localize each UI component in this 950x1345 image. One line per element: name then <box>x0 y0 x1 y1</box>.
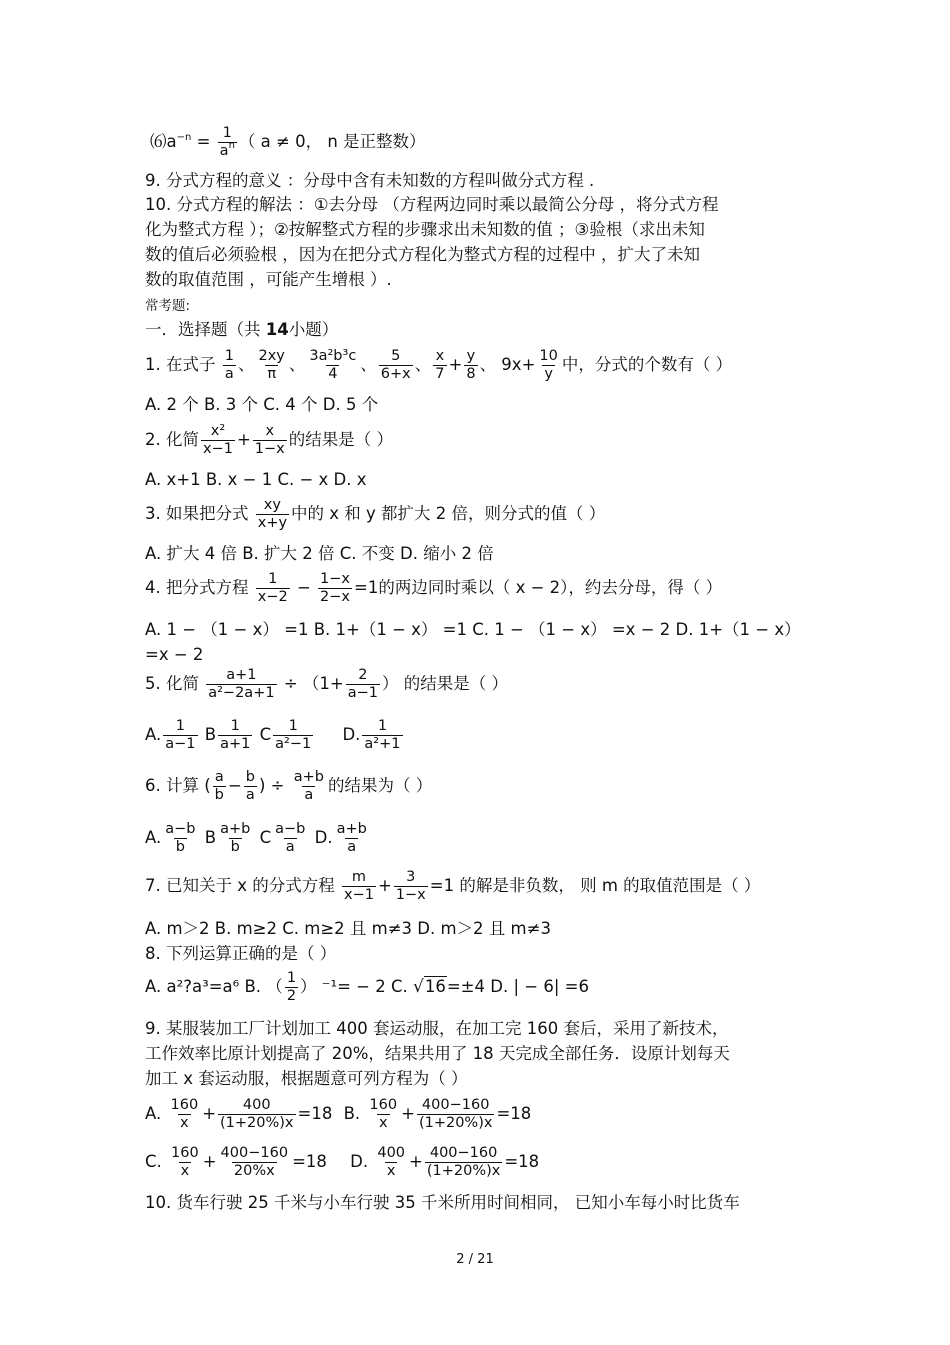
option-a-label: A. <box>145 828 162 847</box>
q2-frac1 <box>201 423 235 458</box>
q2-suffix: 的结果是（ ） <box>288 430 394 449</box>
separator: 、 <box>237 355 255 374</box>
q1-frac7 <box>537 348 559 383</box>
denominator: x <box>180 1163 190 1179</box>
denominator: a−1 <box>165 736 196 752</box>
common-questions-heading: 常考题: <box>145 298 191 314</box>
numerator: 1−x <box>320 571 350 587</box>
denominator: a <box>224 366 234 382</box>
divide: ) ÷ <box>258 776 290 795</box>
denominator <box>218 142 237 160</box>
section-count: 14 <box>265 320 289 339</box>
q6-frac1 <box>213 769 226 804</box>
minus: − <box>227 776 242 795</box>
option-b-label: B. <box>343 1104 361 1123</box>
denominator: (1+20%)x <box>426 1163 501 1179</box>
numerator: 1 <box>286 970 297 986</box>
numerator: 3a²b³c <box>309 348 357 364</box>
method-10-line1: 10. 分式方程的解法 ：①去分母 （方程两边同时乘以最简公分母 ，将分式方程 <box>145 195 719 214</box>
denominator: 8 <box>466 366 476 382</box>
q5-frac1 <box>206 667 276 702</box>
option-b-label: B <box>204 828 217 847</box>
q1-suffix: 中，分式的个数有（ ） <box>561 355 733 374</box>
condition: （ a ≠ 0， n 是正整数） <box>238 132 426 151</box>
q7-frac1 <box>342 869 376 904</box>
numerator: 160 <box>369 1097 398 1113</box>
numerator: 400−160 <box>429 1145 498 1161</box>
option-a-label: A. <box>145 725 162 744</box>
numerator: 400 <box>377 1145 406 1161</box>
numerator: 160 <box>170 1097 199 1113</box>
q6-suffix: 的结果为（ ） <box>327 776 433 795</box>
option-b <box>218 821 252 856</box>
q8-options <box>145 970 589 1005</box>
q1-frac3 <box>307 348 358 383</box>
numerator: x <box>265 423 275 439</box>
radical-icon: √ <box>413 977 424 997</box>
numerator: 1 <box>175 718 185 734</box>
plus: + <box>377 876 392 895</box>
question-9-line1: 9. 某服装加工厂计划加工 400 套运动服，在加工完 160 套后，采用了新技术， <box>145 1019 729 1038</box>
option-b <box>218 718 252 753</box>
option-a-frac1 <box>169 1097 201 1132</box>
separator: 、 9x+ <box>479 355 536 374</box>
plus: + <box>236 430 251 449</box>
question-10: 10. 货车行驶 25 千米与小车行驶 35 千米所用时间相同， 已知小车每小时比货车 <box>145 1193 740 1212</box>
option-c <box>273 718 313 753</box>
denominator: 2−x <box>320 589 350 605</box>
numerator: 1 <box>230 718 240 734</box>
method-10-line4: 数的取值范围 ，可能产生增根 ）. <box>145 270 392 289</box>
q2-frac2 <box>253 423 287 458</box>
den-exp: n <box>228 140 235 151</box>
equals: = <box>191 132 216 151</box>
denominator: x+y <box>257 515 288 531</box>
option-a <box>163 821 197 856</box>
denominator: 2 <box>286 988 297 1004</box>
option-d <box>335 821 369 856</box>
option-d-label: D. <box>314 828 333 847</box>
q1-frac1 <box>223 348 236 383</box>
numerator: 1 <box>377 718 388 734</box>
option-c-label: C <box>259 725 272 744</box>
method-10-line3: 数的值后必须验根 ，因为在把分式方程化为整式方程的过程中 ，扩大了未知 <box>145 245 700 264</box>
option-c-frac1 <box>169 1145 201 1180</box>
option-d-label: D. <box>342 725 361 744</box>
denominator: x <box>378 1115 388 1131</box>
q4-options-cont: =x − 2 <box>145 645 204 664</box>
option-d <box>362 718 402 753</box>
option-c-label: C. <box>145 1152 162 1171</box>
q5-frac2 <box>346 667 380 702</box>
denominator: π <box>267 366 277 382</box>
q2-options: A. x+1 B. x − 1 C. − x D. x <box>145 470 367 489</box>
numerator: 400−160 <box>220 1145 289 1161</box>
option-a-label: A. <box>145 1104 162 1123</box>
plus: + <box>448 355 463 374</box>
q6-frac2 <box>244 769 257 804</box>
option-a-frac2 <box>218 1097 296 1132</box>
q4-options: A. 1 − （1 − x） =1 B. 1+（1 − x） =1 C. 1 − （1 − x） =x − 2 D. 1+（1 − x） <box>145 620 801 639</box>
q8-option-b-rest: ） ⁻¹= − 2 C. <box>300 977 414 996</box>
q8-frac <box>285 970 298 1005</box>
question-2 <box>145 423 393 458</box>
q6-frac3 <box>292 769 326 804</box>
q1-options: A. 2 个 B. 3 个 C. 4 个 D. 5 个 <box>145 395 379 414</box>
denominator: x−2 <box>257 589 288 605</box>
denominator: a²+1 <box>364 736 401 752</box>
q5-prefix: 5. 化简 <box>145 674 205 693</box>
option-d-frac1 <box>375 1145 407 1180</box>
denominator: b <box>214 787 224 803</box>
separator: 、 <box>414 355 432 374</box>
numerator: m <box>351 869 367 885</box>
numerator: 160 <box>171 1145 199 1161</box>
q5-options <box>145 718 405 753</box>
q3-prefix: 3. 如果把分式 <box>145 504 254 523</box>
numerator: 1 <box>222 125 232 141</box>
q8-option-cd: =±4 D. | − 6| =6 <box>446 977 589 996</box>
option-c-label: C <box>259 828 272 847</box>
numerator: 10 <box>539 348 558 364</box>
option-c-eq: =18 <box>292 1152 327 1171</box>
fraction <box>218 125 237 160</box>
numerator: 400 <box>242 1097 271 1113</box>
denominator: x <box>386 1163 396 1179</box>
option-d-frac2 <box>425 1145 503 1180</box>
numerator: a+1 <box>226 667 257 683</box>
page-number: 2 / 21 <box>456 1252 494 1267</box>
q1-frac4 <box>379 348 413 383</box>
numerator: y <box>466 348 476 364</box>
q2-prefix: 2. 化简 <box>145 430 199 449</box>
q1-frac6 <box>464 348 477 383</box>
option-c <box>273 821 307 856</box>
radicand: 16 <box>424 977 446 996</box>
denominator: x−1 <box>203 441 233 457</box>
option-c-frac2 <box>219 1145 291 1180</box>
question-9-line3: 加工 x 套运动服，根据题意可列方程为（ ） <box>145 1069 468 1088</box>
question-9-line2: 工作效率比原计划提高了 20%，结果共用了 18 天完成全部任务．设原计划每天 <box>145 1044 730 1063</box>
numerator: a−b <box>165 821 196 837</box>
exponent: −n <box>176 132 192 143</box>
denominator: 4 <box>328 366 338 382</box>
separator: 、 <box>360 355 377 374</box>
question-3 <box>145 497 605 532</box>
numerator: x² <box>210 423 226 439</box>
q7-options: A. m＞2 B. m≥2 C. m≥2 且 m≠3 D. m＞2 且 m≠3 <box>145 919 551 938</box>
denominator: a <box>304 787 314 803</box>
numerator: 3 <box>406 869 416 885</box>
numerator: a−b <box>275 821 306 837</box>
numerator: xy <box>263 497 281 513</box>
denominator: y <box>544 366 553 382</box>
numerator: 1 <box>224 348 234 364</box>
option-b-frac2 <box>417 1097 495 1132</box>
divide: ÷ （1+ <box>278 674 344 693</box>
q4-frac1 <box>256 571 290 606</box>
numerator: a+b <box>220 821 251 837</box>
denominator: 1−x <box>395 887 426 903</box>
q4-suffix: =1的两边同时乘以（ x − 2），约去分母，得（ ） <box>354 578 723 597</box>
denominator: 1−x <box>254 441 285 457</box>
numerator: 1 <box>288 718 298 734</box>
question-5 <box>145 667 508 702</box>
numerator: 5 <box>391 348 401 364</box>
denominator: 6+x <box>380 366 411 382</box>
minus: − <box>291 578 317 597</box>
numerator: 2 <box>358 667 368 683</box>
option-b-frac1 <box>367 1097 399 1132</box>
numerator: a <box>214 769 224 785</box>
numerator: a+b <box>293 769 324 785</box>
definition-9: 9. 分式方程的意义 ：分母中含有未知数的方程叫做分式方程 . <box>145 171 595 190</box>
q1-prefix: 1. 在式子 <box>145 355 216 374</box>
q4-frac2 <box>318 571 352 606</box>
denominator: (1+20%)x <box>418 1115 493 1131</box>
denominator: 7 <box>435 366 445 382</box>
method-10-line2: 化为整式方程 ）；②按解整式方程的步骤求出未知数的值 ；③验根（求出未知 <box>145 220 705 239</box>
denominator: a²−1 <box>275 736 312 752</box>
question-8: 8. 下列运算正确的是（ ） <box>145 944 337 963</box>
option-b-label: B <box>204 725 217 744</box>
q7-suffix: =1 的解是非负数， 则 m 的取值范围是（ ） <box>429 876 761 895</box>
q1-frac5 <box>433 348 446 383</box>
denominator: x <box>180 1115 189 1131</box>
numerator: a+b <box>336 821 367 837</box>
denominator: x−1 <box>344 887 374 903</box>
q9-options-ab: A. $\frac{160}{x}$ + $\frac{400}{(1+20\%)x}$ =18 B. $\frac{160}{x}$ + $\frac{400-160}{(1+20\%)x}$ =18 <box>145 1097 532 1131</box>
denominator: a−1 <box>347 685 378 701</box>
numerator: 2xy <box>258 348 285 364</box>
q9-options-cd: C. $\frac{160}{x}$ + $\frac{400-160}{20\%x}$ =18 D. $\frac{400}{x}$ + $\frac{400-160}{(1+20\%)x}$ =18 <box>145 1145 540 1179</box>
denominator: a <box>245 787 255 803</box>
section-suffix: 小题） <box>288 320 339 339</box>
separator: 、 <box>288 355 306 374</box>
numerator: b <box>245 769 255 785</box>
q8-option-a: A. a²?a³=a⁶ B. （ <box>145 977 283 996</box>
option-d-label: D. <box>350 1152 369 1171</box>
rule-6 <box>150 125 426 160</box>
q7-frac2 <box>394 869 428 904</box>
option-a <box>163 718 197 753</box>
question-6 <box>145 769 432 804</box>
denominator: b <box>230 839 240 855</box>
question-4 <box>145 571 722 606</box>
q1-frac2 <box>256 348 286 383</box>
option-a-eq: =18 <box>297 1104 333 1123</box>
denominator: b <box>175 839 185 855</box>
rule-label: ⑹a <box>150 132 177 151</box>
denominator: a+1 <box>220 736 251 752</box>
option-d-eq: =18 <box>504 1152 540 1171</box>
q5-suffix: ） 的结果是（ ） <box>381 674 508 693</box>
question-7 <box>145 869 760 904</box>
den-base: a <box>219 143 229 159</box>
option-b-eq: =18 <box>496 1104 532 1123</box>
section-heading <box>145 319 338 341</box>
numerator: 400−160 <box>421 1097 490 1113</box>
denominator: a²−2a+1 <box>208 685 275 701</box>
numerator: x <box>435 348 445 364</box>
q3-frac <box>256 497 289 532</box>
question-1 <box>145 348 732 383</box>
q6-prefix: 6. 计算 ( <box>145 776 211 795</box>
q3-suffix: 中的 x 和 y 都扩大 2 倍，则分式的值（ ） <box>291 504 606 523</box>
q6-options <box>145 821 371 856</box>
denominator: a <box>347 839 357 855</box>
section-prefix: 一．选择题（共 <box>145 320 266 339</box>
denominator: a <box>285 839 295 855</box>
q3-options: A. 扩大 4 倍 B. 扩大 2 倍 C. 不变 D. 缩小 2 倍 <box>145 544 494 563</box>
denominator: (1+20%)x <box>220 1115 294 1131</box>
q4-prefix: 4. 把分式方程 <box>145 578 254 597</box>
denominator: 20%x <box>233 1163 275 1179</box>
q7-prefix: 7. 已知关于 x 的分式方程 <box>145 876 340 895</box>
numerator: 1 <box>268 571 278 587</box>
